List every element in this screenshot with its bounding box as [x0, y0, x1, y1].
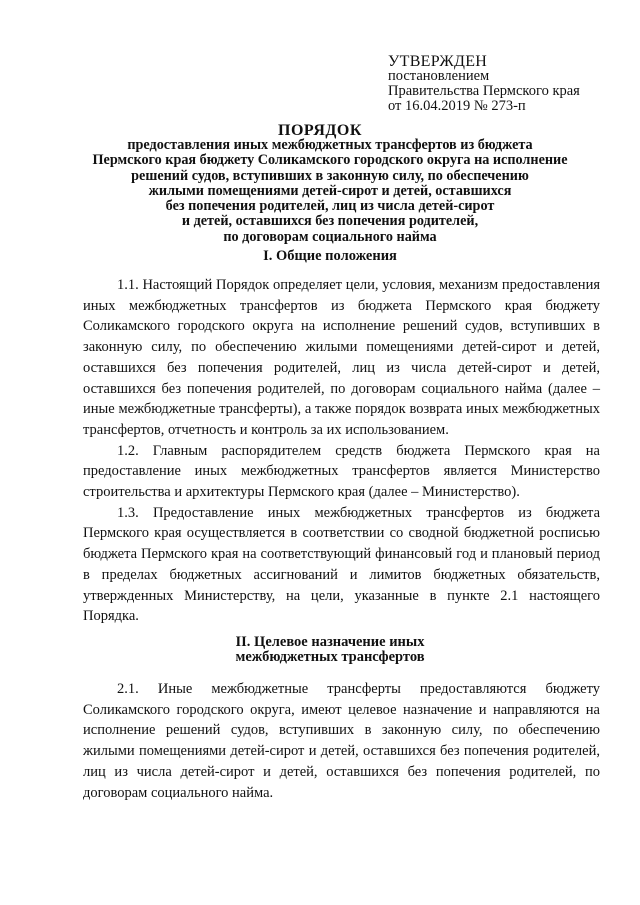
paragraph-2-1: 2.1. Иные межбюджетные трансферты предоставляются бюджету Соликамского городского округа, имеют целевое назначение и направляются на исполнение решений судов, вступивших в законную силу, по обеспечению жилыми помещениями детей-сирот и детей, оставшихся без попечения родителей, лиц из числа детей-сирот и детей, оставшихся без попечения родителей, по договорам социального найма.: [83, 681, 600, 801]
subtitle-line: Пермского края бюджету Соликамского городского округа на исполнение: [92, 152, 568, 169]
subtitle-line: жилыми помещениями детей-сирот и детей, оставшихся: [148, 182, 512, 199]
approval-line-3: Правительства Пермского края: [388, 83, 580, 99]
section-2-heading: [60, 635, 600, 665]
paragraph-1-2: 1.2. Главным распорядителем средств бюджета Пермского края на предоставление иных межбюджетных трансфертов является Министерство строительства и архитектуры Пермского края (далее – Министерство).: [83, 442, 600, 501]
section-2-heading-line: межбюджетных трансфертов: [235, 649, 425, 665]
approval-title: УТВЕРЖДЕН: [388, 53, 488, 70]
section-2-body: [83, 679, 600, 803]
approval-stamp: [388, 54, 580, 114]
subtitle-line: решений судов, вступивших в законную силу, по обеспечению: [131, 167, 529, 184]
section-2-heading-line: II. Целевое назначение иных: [235, 634, 425, 650]
paragraph-1-1: 1.1. Настоящий Порядок определяет цели, условия, механизм предоставления иных межбюджетных трансфертов из бюджета Пермского края бюджету Соликамского городского округа на исполнение решений судов, вступивших в законную силу, по обеспечению жилыми помещениями детей-сирот и детей, оставшихся без попечения родителей, лиц из числа детей-сирот и детей, оставшихся без попечения родителей, по договорам социального найма (далее – иные межбюджетные трансферты), а также порядок возврата иных межбюджетных трансфертов, отчетность и контроль за их использованием.: [83, 277, 600, 438]
section-1-body: [83, 275, 600, 627]
subtitle-line: и детей, оставшихся без попечения родителей,: [181, 213, 479, 230]
subtitle-line: предоставления иных межбюджетных трансфертов из бюджета: [127, 137, 533, 153]
approval-line-2: постановлением: [388, 68, 490, 84]
section-1-heading: I. Общие положения: [263, 248, 397, 264]
approval-line-4: от 16.04.2019 № 273-п: [388, 98, 526, 114]
paragraph-1-3: 1.3. Предоставление иных межбюджетных трансфертов из бюджета Пермского края осуществляется в соответствии со сводной бюджетной росписью бюджета Пермского края на соответствующий финансовый год и плановый период в пределах бюджетных ассигнований и лимитов бюджетных обязательств, утвержденных Министерству, на цели, указанные в пункте 2.1 настоящего Порядка.: [83, 504, 600, 625]
subtitle-line: без попечения родителей, лиц из числа детей-сирот: [165, 198, 495, 215]
document-subtitle: [60, 138, 600, 245]
document-title: ПОРЯДОК: [278, 122, 362, 139]
subtitle-line: по договорам социального найма: [223, 228, 437, 245]
